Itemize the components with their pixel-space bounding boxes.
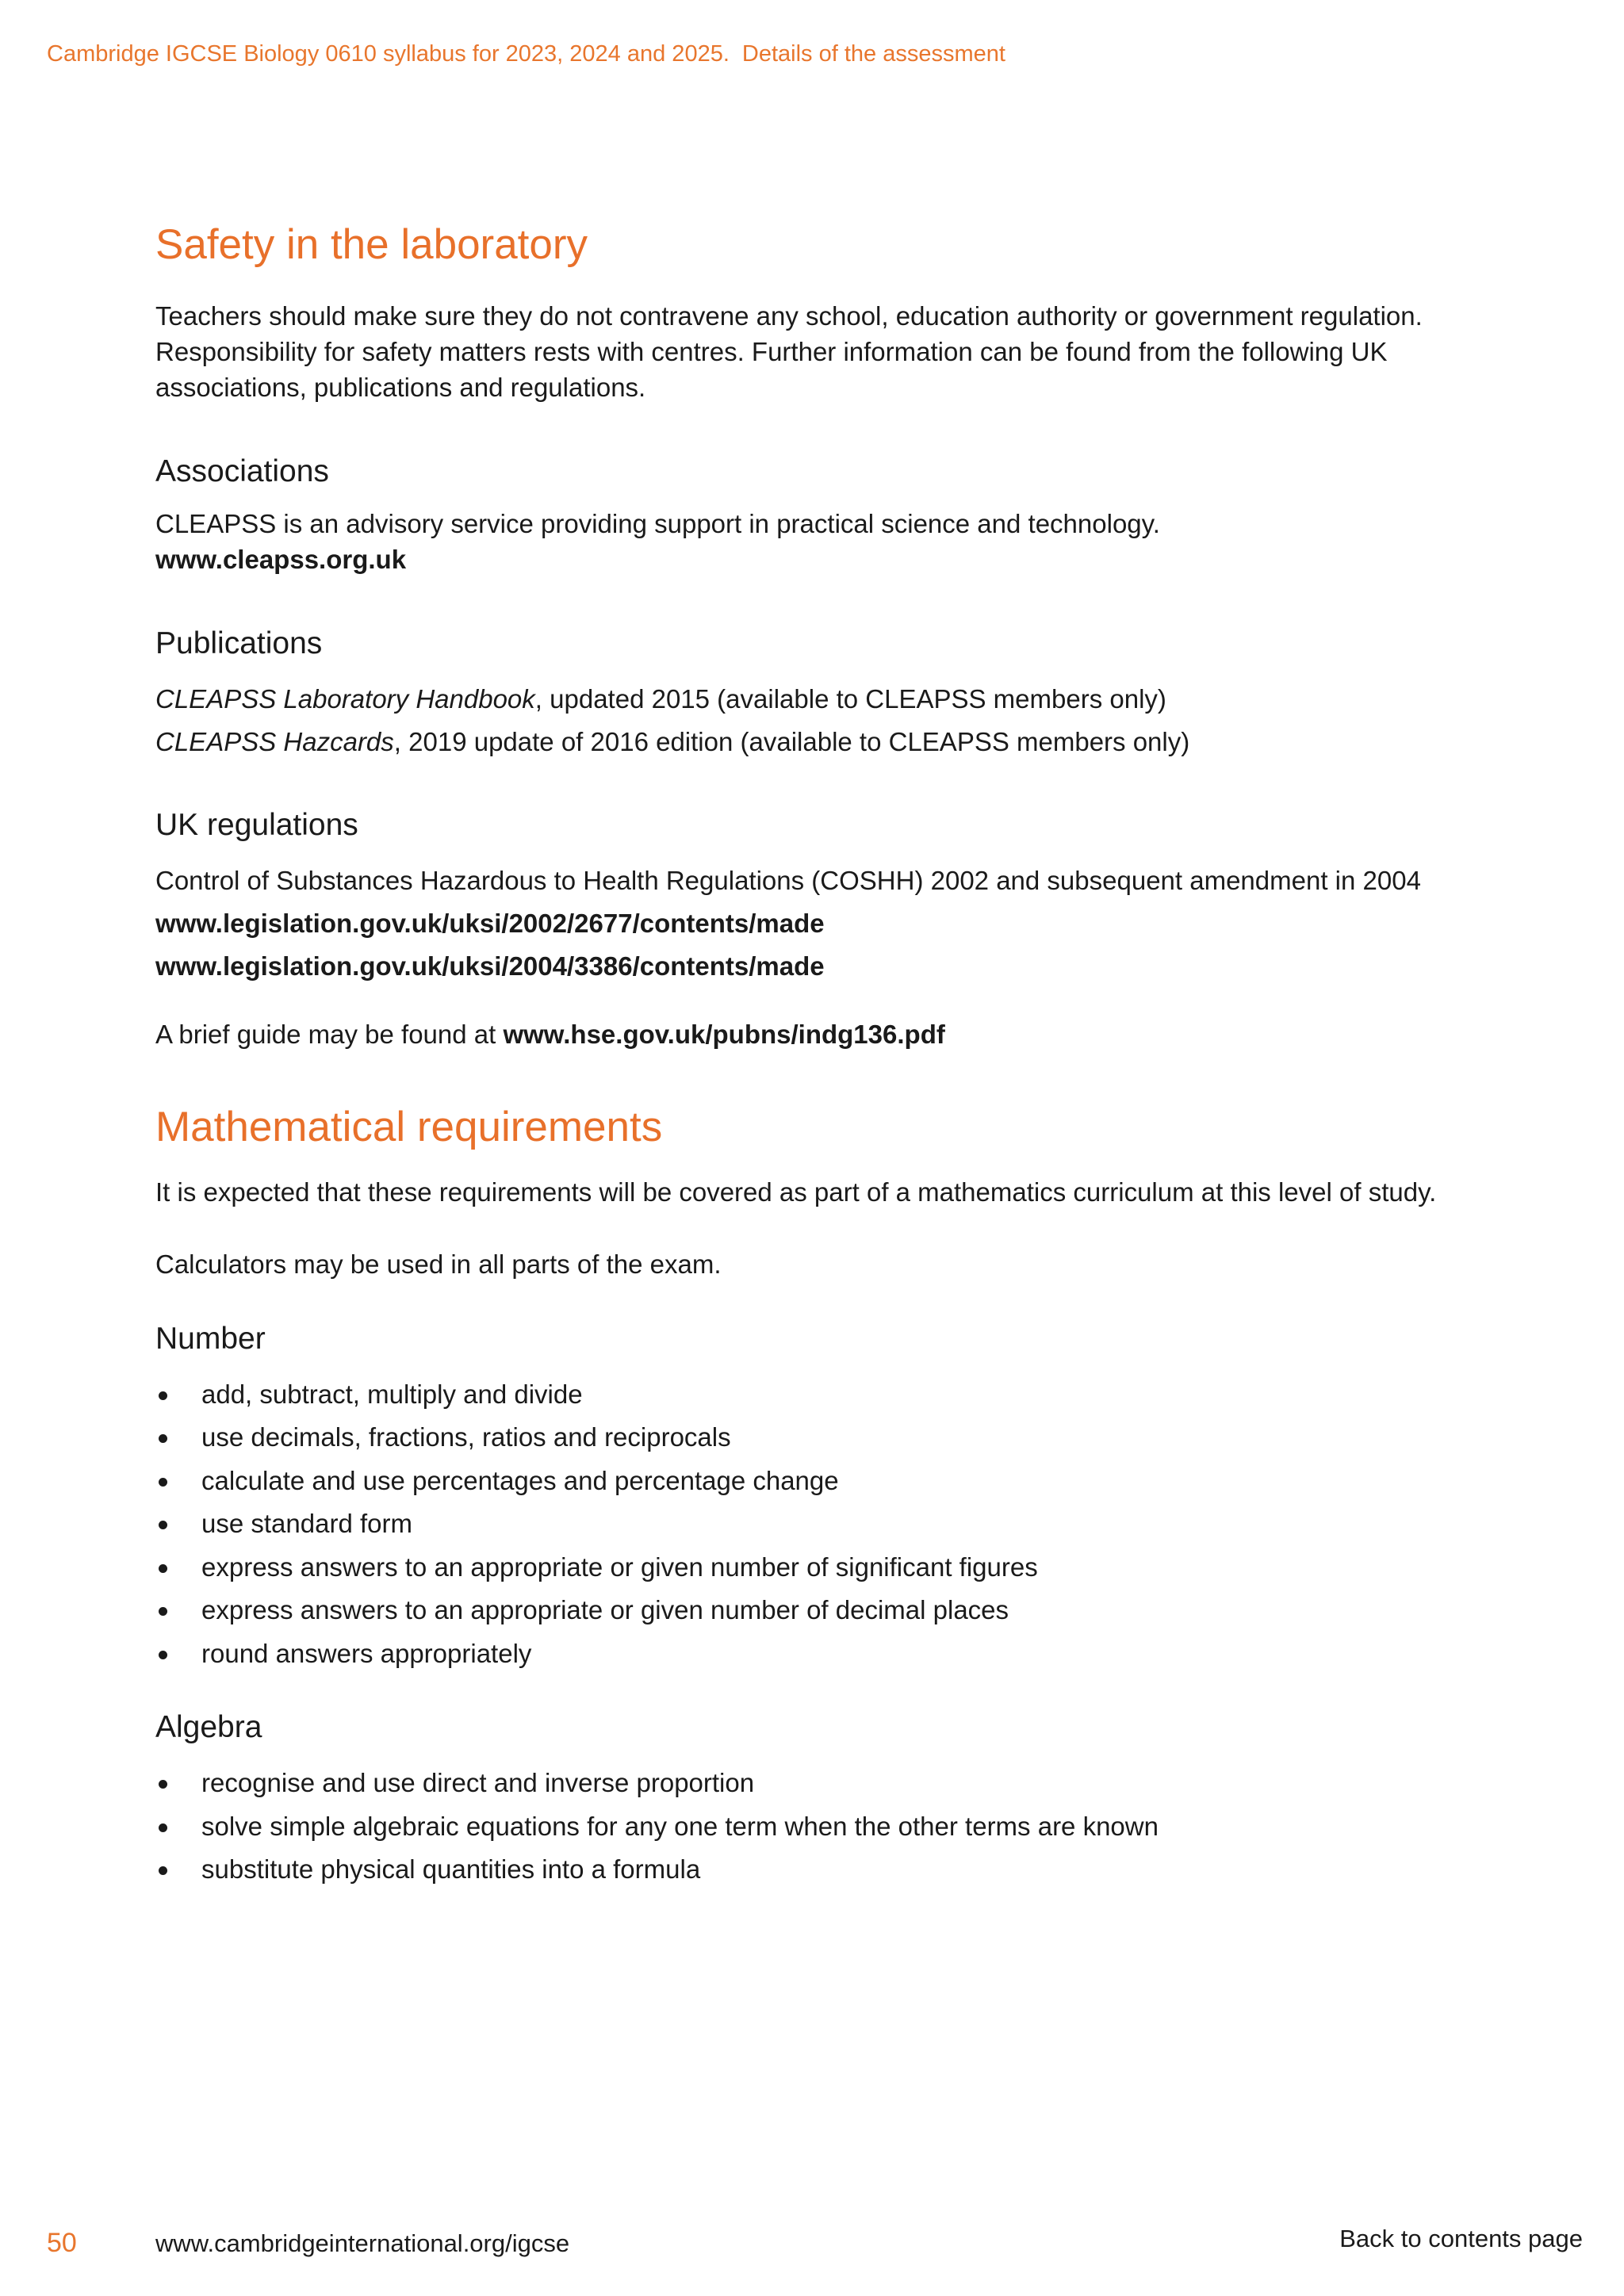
header-title: Cambridge IGCSE Biology 0610 syllabus for 2023, 2024 and 2025. [47, 41, 730, 67]
list-item: express answers to an appropriate or given number of decimal places [155, 1589, 1472, 1632]
list-item: solve simple algebraic equations for any one term when the other terms are known [155, 1805, 1472, 1849]
page-content [155, 222, 1472, 1892]
list-item: round answers appropriately [155, 1632, 1472, 1676]
math-para-expected: It is expected that these requirements will be covered as part of a mathematics curriculum at this level of study. [155, 1177, 1437, 1207]
math-heading: Mathematical requirements [155, 1103, 663, 1150]
list-item: calculate and use percentages and percentage change [155, 1460, 1472, 1503]
algebra-heading: Algebra [155, 1710, 262, 1745]
associations-text: CLEAPSS is an advisory service providing support in practical science and technology. [155, 509, 1160, 539]
publication-detail: , updated 2015 (available to CLEAPSS members only) [534, 683, 1166, 714]
legislation-link-2004[interactable]: www.legislation.gov.uk/uksi/2004/3386/contents/made [155, 951, 825, 981]
safety-heading: Safety in the laboratory [155, 221, 588, 268]
guide-prefix: A brief guide may be found at [155, 1019, 504, 1049]
regulations-heading: UK regulations [155, 807, 358, 842]
publication-item [155, 721, 1472, 763]
regulations-text: Control of Substances Hazardous to Health Regulations (COSHH) 2002 and subsequent amendment in 2004 [155, 865, 1421, 895]
number-list [155, 1373, 1472, 1676]
number-heading: Number [155, 1322, 266, 1357]
math-para-calculators: Calculators may be used in all parts of the exam. [155, 1249, 722, 1280]
publication-title: CLEAPSS Hazcards [155, 726, 394, 756]
cleapss-link[interactable]: www.cleapss.org.uk [155, 545, 407, 575]
list-item: recognise and use direct and inverse proportion [155, 1762, 1472, 1805]
list-item: express answers to an appropriate or given number of significant figures [155, 1546, 1472, 1590]
publication-title: CLEAPSS Laboratory Handbook [155, 683, 535, 714]
list-item: substitute physical quantities into a formula [155, 1848, 1472, 1892]
publications-heading: Publications [155, 626, 323, 661]
header-section: Details of the assessment [741, 41, 1005, 67]
hse-guide-link[interactable]: www.hse.gov.uk/pubns/indg136.pdf [503, 1019, 945, 1049]
guide-line [155, 1016, 1472, 1052]
legislation-link-2002[interactable]: www.legislation.gov.uk/uksi/2002/2677/contents/made [155, 908, 825, 938]
page-number: 50 [47, 2228, 77, 2258]
running-header [47, 41, 1005, 67]
publication-detail: , 2019 update of 2016 edition (available to CLEAPSS members only) [393, 726, 1190, 756]
footer-url-link[interactable]: www.cambridgeinternational.org/igcse [155, 2229, 570, 2257]
publication-item [155, 678, 1472, 721]
associations-heading: Associations [155, 454, 329, 489]
algebra-list [155, 1762, 1472, 1892]
list-item: use standard form [155, 1502, 1472, 1546]
list-item: add, subtract, multiply and divide [155, 1373, 1472, 1417]
safety-intro: Teachers should make sure they do not contravene any school, education authority or government regulation. Responsibility for safety matters rests with centres. Further information can be found from the following UK associations, publications and regulations. [155, 301, 1423, 403]
list-item: use decimals, fractions, ratios and reciprocals [155, 1416, 1472, 1460]
back-to-contents-link[interactable]: Back to contents page [1339, 2225, 1583, 2252]
